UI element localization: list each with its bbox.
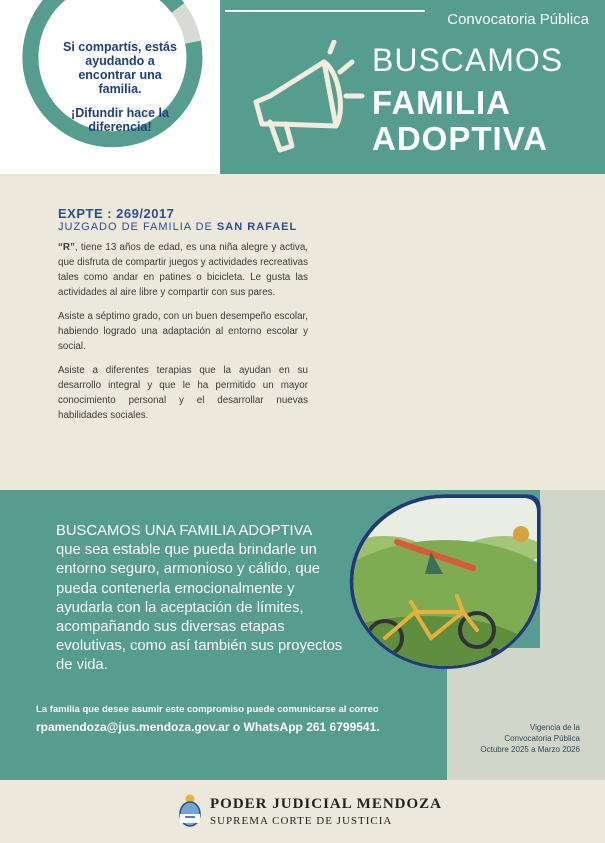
contact-intro: La familia que desee asumir este compromiso puede comunicarse al correo: [36, 704, 379, 715]
description-paragraph-2: Asiste a séptimo grado, con un buen desempeño escolar, habiendo logrado una adaptación al entorno escolar y social.: [58, 311, 308, 352]
organization-name: PODER JUDICIAL MENDOZA: [210, 796, 443, 812]
search-message: [56, 522, 346, 676]
seesaw-bicycle-illustration: [345, 490, 545, 678]
search-text: que sea estable que pueda brindarle un entorno seguro, armonioso y cálido, que pueda contenerla emocionalmente y ayudarla con la aceptación de límites, acompañando sus diversas etapas evolutivas, como así también sus proyectos de vida.: [56, 542, 343, 674]
description-paragraph-1: [58, 240, 308, 300]
title-line-1: BUSCAMOS: [372, 42, 564, 78]
title-line-2: FAMILIA: [372, 84, 511, 121]
court-prefix: JUZGADO DE FAMILIA DE: [58, 221, 217, 233]
validity-line-2: Convocatoria Pública: [504, 734, 580, 743]
grey-corner-panel: [540, 490, 605, 648]
share-message: [60, 40, 180, 144]
paragraph-1-text: , tiene 13 años de edad, es una niña alegre y activa, que disfruta de compartir juegos y actividades recreativas tales como andar en patines o bicicleta. Le gusta las actividades al aire libre y compartir con sus pares.: [58, 242, 308, 298]
organization-subtitle: SUPREMA CORTE DE JUSTICIA: [210, 815, 393, 827]
contact-whatsapp[interactable]: WhatsApp 261 6799541.: [243, 720, 380, 734]
contact-email[interactable]: rpamendoza@jus.mendoza.gov.ar: [36, 720, 230, 734]
case-description: [58, 240, 308, 432]
validity-line-3: Octubre 2025 a Marzo 2026: [480, 745, 580, 754]
case-number: EXPTE : 269/2017: [58, 206, 175, 221]
header-tagline: Convocatoria Pública: [447, 11, 589, 28]
validity-note: [455, 722, 580, 755]
court-place: SAN RAFAEL: [216, 221, 298, 233]
court-name: [58, 221, 297, 233]
validity-line-1: Vigencia de la: [529, 723, 580, 732]
share-line-1: Si compartís, estás ayudando a encontrar una familia.: [63, 40, 177, 96]
child-initial: “R”: [58, 242, 75, 253]
provincial-seal-logo: [178, 793, 202, 827]
share-line-2: ¡Difundir hace la diferencia!: [71, 106, 169, 134]
search-heading: BUSCAMOS UNA FAMILIA ADOPTIVA: [56, 523, 313, 539]
description-paragraph-3: Asiste a diferentes terapias que la ayudan en su desarrollo integral y que le ha permitido un mayor conocimiento personal y el desarrollar nuevas habilidades sociales.: [58, 365, 308, 421]
megaphone-icon: [248, 40, 368, 160]
contact-details: [36, 720, 380, 734]
header-rule: [225, 10, 425, 12]
title-line-3: ADOPTIVA: [372, 120, 549, 157]
contact-connector: o: [229, 720, 244, 734]
